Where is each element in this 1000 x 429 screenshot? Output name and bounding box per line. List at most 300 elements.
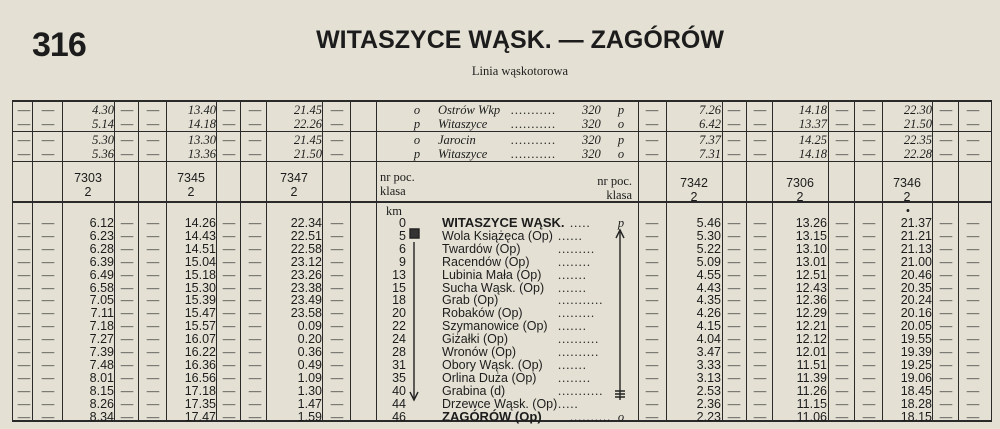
arrival-time: 12.29 bbox=[795, 306, 827, 320]
arrival-time: — bbox=[939, 268, 953, 282]
dot-leader: ........... bbox=[511, 133, 557, 147]
arrival-time: 4.04 bbox=[696, 332, 721, 346]
departure-time: — bbox=[41, 358, 55, 372]
departure-time: 7.11 bbox=[90, 306, 114, 320]
connection-time: 13.30 bbox=[187, 133, 216, 147]
connection-time: 13.37 bbox=[798, 117, 827, 131]
departure-time: — bbox=[17, 332, 31, 346]
departure-time: 1.30 bbox=[297, 384, 322, 398]
departure-time: 0.49 bbox=[297, 358, 322, 372]
departure-time: — bbox=[248, 397, 262, 411]
departure-time: — bbox=[330, 268, 344, 282]
departure-time: — bbox=[41, 332, 55, 346]
arrival-time: — bbox=[835, 397, 849, 411]
arrival-time: — bbox=[939, 319, 953, 333]
arrival-time: — bbox=[645, 371, 659, 385]
departure-time: — bbox=[248, 268, 262, 282]
arrival-time: — bbox=[966, 384, 980, 398]
arrival-time: — bbox=[645, 319, 659, 333]
arrival-time: — bbox=[835, 332, 849, 346]
departure-time: 16.56 bbox=[184, 371, 216, 385]
connection-time: 7.31 bbox=[699, 147, 721, 161]
station-name: Giżałki (Op) bbox=[442, 332, 508, 346]
connection-time: 14.25 bbox=[798, 133, 827, 147]
connection-time: — bbox=[753, 117, 767, 131]
arrival-time: — bbox=[727, 229, 741, 243]
departure-time: — bbox=[248, 306, 262, 320]
arrival-time: — bbox=[862, 345, 876, 359]
arrival-time: — bbox=[939, 306, 953, 320]
connection-time: — bbox=[17, 147, 31, 161]
connection-time: 5.36 bbox=[92, 147, 114, 161]
departure-time: — bbox=[248, 319, 262, 333]
arrival-time: — bbox=[727, 384, 741, 398]
dot-leader: ........ bbox=[558, 255, 591, 269]
arrival-departure-mark: o bbox=[413, 103, 421, 117]
departure-time: — bbox=[41, 306, 55, 320]
departure-time: — bbox=[330, 306, 344, 320]
arrival-time: — bbox=[645, 216, 659, 230]
connection-time: — bbox=[146, 147, 160, 161]
arrival-time: 2.36 bbox=[696, 397, 721, 411]
arrival-time: — bbox=[939, 371, 953, 385]
connection-time: — bbox=[41, 103, 55, 117]
arrival-time: 19.55 bbox=[900, 332, 932, 346]
dot-leader: .......... bbox=[558, 332, 600, 346]
departure-time: — bbox=[146, 242, 160, 256]
departure-time: — bbox=[146, 384, 160, 398]
connection-time: — bbox=[753, 147, 767, 161]
dot-leader: ....... bbox=[558, 281, 587, 295]
departure-time: 1.09 bbox=[297, 371, 322, 385]
connection-station: Jarocin bbox=[438, 133, 476, 147]
dot-leader: ....... bbox=[558, 319, 587, 333]
departure-time: 1.59 bbox=[297, 410, 322, 424]
departure-time: — bbox=[120, 216, 134, 230]
departure-time: — bbox=[222, 397, 236, 411]
station-name: Orlina Duża (Op) bbox=[442, 371, 537, 385]
arrival-time: — bbox=[753, 216, 767, 230]
arrival-time: — bbox=[753, 384, 767, 398]
arrival-time: — bbox=[645, 397, 659, 411]
departure-time: — bbox=[41, 410, 55, 424]
arrival-time: — bbox=[645, 410, 659, 424]
departure-time: — bbox=[146, 255, 160, 269]
departure-time: — bbox=[330, 319, 344, 333]
departure-time: 22.58 bbox=[290, 242, 322, 256]
arrival-time: — bbox=[966, 371, 980, 385]
arrival-time: — bbox=[727, 293, 741, 307]
departure-time: — bbox=[146, 229, 160, 243]
departure-time: — bbox=[146, 410, 160, 424]
line-type: Linia wąskotorowa bbox=[471, 64, 569, 78]
service-marker: • bbox=[905, 204, 911, 218]
departure-time: — bbox=[17, 242, 31, 256]
arrival-time: — bbox=[966, 293, 980, 307]
connection-time: — bbox=[41, 133, 55, 147]
train-number-label: nr poc. bbox=[597, 174, 632, 188]
arrival-time: — bbox=[727, 281, 741, 295]
arrival-time: — bbox=[966, 268, 980, 282]
dot-leader: ...... bbox=[558, 229, 583, 243]
km-value: 5 bbox=[399, 229, 406, 243]
arrival-time: 13.01 bbox=[795, 255, 827, 269]
arrival-departure-mark: o bbox=[617, 410, 625, 424]
departure-time: 15.18 bbox=[184, 268, 216, 282]
connection-time: — bbox=[330, 147, 344, 161]
dot-leader: ........... bbox=[558, 293, 604, 307]
arrival-time: 21.00 bbox=[900, 255, 932, 269]
departure-time: — bbox=[41, 216, 55, 230]
arrival-time: — bbox=[862, 229, 876, 243]
station-name: Racendów (Op) bbox=[442, 255, 530, 269]
arrival-time: — bbox=[835, 281, 849, 295]
arrival-time: — bbox=[835, 345, 849, 359]
arrival-time: 4.43 bbox=[696, 281, 721, 295]
departure-time: — bbox=[146, 358, 160, 372]
arrival-time: — bbox=[966, 255, 980, 269]
departure-time: 15.57 bbox=[184, 319, 216, 333]
arrival-time: — bbox=[939, 345, 953, 359]
dot-leader: ........... bbox=[511, 147, 557, 161]
arrival-time: — bbox=[966, 229, 980, 243]
arrival-time: — bbox=[645, 293, 659, 307]
train-number: 7303 bbox=[74, 171, 102, 185]
arrival-time: 13.26 bbox=[795, 216, 827, 230]
connection-time: — bbox=[645, 117, 659, 131]
connection-time: — bbox=[146, 133, 160, 147]
train-number-label: nr poc. bbox=[380, 170, 415, 184]
connection-time: — bbox=[120, 133, 134, 147]
departure-time: 23.38 bbox=[290, 281, 322, 295]
arrival-time: — bbox=[727, 371, 741, 385]
arrival-time: — bbox=[862, 397, 876, 411]
arrival-time: — bbox=[939, 397, 953, 411]
train-class: 2 bbox=[84, 185, 92, 199]
arrival-time: — bbox=[966, 397, 980, 411]
departure-time: — bbox=[41, 371, 55, 385]
departure-time: — bbox=[248, 281, 262, 295]
connection-time: 7.37 bbox=[699, 133, 721, 147]
dot-leader: ....... bbox=[558, 358, 587, 372]
arrival-time: — bbox=[645, 242, 659, 256]
arrival-time: 3.13 bbox=[696, 371, 721, 385]
arrival-time: — bbox=[727, 358, 741, 372]
departure-time: 16.07 bbox=[184, 332, 216, 346]
departure-time: — bbox=[330, 281, 344, 295]
km-value: 18 bbox=[392, 293, 406, 307]
arrival-time: — bbox=[753, 345, 767, 359]
dot-leader: ..... bbox=[570, 216, 591, 230]
departure-time: — bbox=[222, 358, 236, 372]
arrival-time: — bbox=[862, 255, 876, 269]
departure-time: — bbox=[222, 255, 236, 269]
arrival-time: — bbox=[862, 358, 876, 372]
arrival-time: — bbox=[645, 255, 659, 269]
departure-time: — bbox=[146, 306, 160, 320]
connection-table-ref: 320 bbox=[582, 133, 601, 147]
connection-time: — bbox=[835, 117, 849, 131]
departure-time: — bbox=[146, 216, 160, 230]
arrival-time: 12.21 bbox=[795, 319, 827, 333]
train-number: 7306 bbox=[786, 176, 814, 190]
departure-time: — bbox=[248, 410, 262, 424]
departure-time: 16.22 bbox=[184, 345, 216, 359]
departure-time: — bbox=[248, 358, 262, 372]
arrival-time: — bbox=[753, 293, 767, 307]
arrival-time: — bbox=[835, 293, 849, 307]
connection-table-ref: 320 bbox=[582, 147, 601, 161]
arrival-time: 18.15 bbox=[900, 410, 932, 424]
departure-time: — bbox=[330, 397, 344, 411]
departure-time: — bbox=[146, 397, 160, 411]
train-class-label: klasa bbox=[606, 188, 632, 202]
train-class: 2 bbox=[690, 190, 698, 204]
arrival-time: — bbox=[966, 242, 980, 256]
connection-table-ref: 320 bbox=[582, 103, 601, 117]
departure-time: — bbox=[146, 345, 160, 359]
connection-time: — bbox=[41, 117, 55, 131]
arrival-departure-mark: p bbox=[413, 117, 421, 131]
departure-time: — bbox=[120, 281, 134, 295]
arrival-time: — bbox=[966, 345, 980, 359]
arrival-time: — bbox=[753, 410, 767, 424]
connection-time: — bbox=[966, 147, 980, 161]
connection-time: — bbox=[835, 147, 849, 161]
arrival-time: 19.25 bbox=[900, 358, 932, 372]
departure-time: — bbox=[330, 242, 344, 256]
arrival-time: 20.24 bbox=[900, 293, 932, 307]
departure-time: — bbox=[120, 410, 134, 424]
arrival-time: — bbox=[645, 345, 659, 359]
arrival-time: 11.51 bbox=[796, 358, 827, 372]
arrival-time: — bbox=[753, 358, 767, 372]
departure-time: — bbox=[17, 281, 31, 295]
arrival-time: — bbox=[835, 229, 849, 243]
departure-time: — bbox=[17, 293, 31, 307]
departure-time: — bbox=[330, 410, 344, 424]
arrival-time: 3.47 bbox=[696, 345, 721, 359]
arrival-time: — bbox=[939, 384, 953, 398]
departure-time: — bbox=[17, 384, 31, 398]
departure-time: — bbox=[330, 371, 344, 385]
departure-time: — bbox=[330, 293, 344, 307]
connection-time: — bbox=[120, 147, 134, 161]
arrival-time: — bbox=[835, 216, 849, 230]
departure-time: — bbox=[222, 281, 236, 295]
arrival-time: — bbox=[939, 332, 953, 346]
arrival-time: — bbox=[753, 268, 767, 282]
departure-time: — bbox=[41, 345, 55, 359]
connection-time: — bbox=[939, 103, 953, 117]
direction-arrows bbox=[6, 0, 994, 429]
arrival-time: — bbox=[753, 319, 767, 333]
departure-time: — bbox=[120, 345, 134, 359]
arrival-time: — bbox=[862, 293, 876, 307]
departure-time: 23.26 bbox=[290, 268, 322, 282]
arrival-time: — bbox=[727, 255, 741, 269]
departure-time: — bbox=[222, 345, 236, 359]
arrival-time: — bbox=[645, 358, 659, 372]
arrival-time: 12.43 bbox=[795, 281, 827, 295]
connection-time: 22.28 bbox=[903, 147, 932, 161]
arrival-time: 4.35 bbox=[696, 293, 721, 307]
connection-time: 21.45 bbox=[293, 103, 322, 117]
connection-time: 5.14 bbox=[92, 117, 114, 131]
connection-time: 21.50 bbox=[293, 147, 322, 161]
connection-time: — bbox=[753, 133, 767, 147]
departure-time: — bbox=[120, 358, 134, 372]
connection-time: — bbox=[120, 103, 134, 117]
departure-time: 7.39 bbox=[89, 345, 114, 359]
connection-time: — bbox=[966, 133, 980, 147]
arrival-time: 4.15 bbox=[696, 319, 721, 333]
departure-time: 17.35 bbox=[184, 397, 216, 411]
arrival-departure-mark: p bbox=[617, 133, 625, 147]
connection-time: — bbox=[939, 147, 953, 161]
departure-time: — bbox=[120, 306, 134, 320]
connection-time: 22.26 bbox=[293, 117, 322, 131]
departure-time: 23.12 bbox=[290, 255, 322, 269]
arrival-time: — bbox=[862, 216, 876, 230]
arrival-time: — bbox=[727, 397, 741, 411]
station-name: Wola Książęca (Op) bbox=[442, 229, 553, 243]
connection-time: — bbox=[753, 103, 767, 117]
dot-leader: ......... bbox=[558, 306, 596, 320]
train-class: 2 bbox=[903, 190, 911, 204]
arrival-time: — bbox=[835, 358, 849, 372]
arrival-time: — bbox=[645, 268, 659, 282]
connection-station: Witaszyce bbox=[438, 117, 488, 131]
departure-time: — bbox=[248, 255, 262, 269]
connection-time: — bbox=[862, 133, 876, 147]
arrival-time: 13.15 bbox=[795, 229, 827, 243]
train-number: 7342 bbox=[680, 176, 708, 190]
arrival-time: — bbox=[939, 293, 953, 307]
departure-time: 15.39 bbox=[184, 293, 216, 307]
connection-time: — bbox=[645, 103, 659, 117]
connection-time: 5.30 bbox=[92, 133, 114, 147]
arrival-time: 20.05 bbox=[900, 319, 932, 333]
departure-time: — bbox=[120, 397, 134, 411]
departure-time: — bbox=[248, 242, 262, 256]
departure-time: — bbox=[330, 255, 344, 269]
connection-time: — bbox=[248, 117, 262, 131]
connection-time: — bbox=[645, 133, 659, 147]
arrival-time: 5.22 bbox=[696, 242, 721, 256]
connection-time: — bbox=[835, 103, 849, 117]
station-name: Grabina (d) bbox=[442, 384, 506, 398]
departure-time: — bbox=[120, 242, 134, 256]
station-name: Sucha Wąsk. (Op) bbox=[442, 281, 545, 295]
arrival-time: 21.13 bbox=[900, 242, 932, 256]
arrival-time: — bbox=[727, 216, 741, 230]
train-class-label: klasa bbox=[380, 184, 406, 198]
km-value: 0 bbox=[399, 216, 406, 230]
departure-time: — bbox=[222, 384, 236, 398]
dot-leader: ....... bbox=[558, 268, 587, 282]
station-name: Wronów (Op) bbox=[442, 345, 517, 359]
departure-time: 14.43 bbox=[184, 229, 216, 243]
dot-leader: .......... bbox=[570, 410, 612, 424]
connection-time: 22.35 bbox=[903, 133, 932, 147]
departure-time: — bbox=[248, 216, 262, 230]
connection-time: 6.42 bbox=[699, 117, 721, 131]
arrival-time: — bbox=[966, 410, 980, 424]
arrival-time: — bbox=[753, 255, 767, 269]
departure-time: — bbox=[120, 384, 134, 398]
arrival-time: 12.12 bbox=[795, 332, 827, 346]
departure-time: — bbox=[41, 281, 55, 295]
departure-time: — bbox=[248, 229, 262, 243]
connection-time: — bbox=[727, 103, 741, 117]
connection-time: 14.18 bbox=[798, 147, 827, 161]
departure-time: — bbox=[222, 306, 236, 320]
arrival-time: — bbox=[835, 371, 849, 385]
departure-time: — bbox=[222, 371, 236, 385]
departure-time: — bbox=[330, 358, 344, 372]
departure-time: — bbox=[17, 371, 31, 385]
connection-time: — bbox=[248, 147, 262, 161]
departure-time: — bbox=[120, 255, 134, 269]
arrival-time: 4.26 bbox=[696, 306, 721, 320]
arrival-time: — bbox=[862, 268, 876, 282]
connection-time: — bbox=[330, 117, 344, 131]
departure-time: — bbox=[120, 319, 134, 333]
departure-time: — bbox=[17, 229, 31, 243]
arrival-time: — bbox=[862, 332, 876, 346]
km-value: 35 bbox=[392, 371, 406, 385]
departure-time: — bbox=[222, 229, 236, 243]
departure-time: 8.34 bbox=[89, 410, 114, 424]
arrival-time: — bbox=[727, 319, 741, 333]
km-value: 6 bbox=[399, 242, 406, 256]
arrival-time: — bbox=[862, 371, 876, 385]
connection-time: — bbox=[120, 117, 134, 131]
arrival-time: — bbox=[753, 306, 767, 320]
arrival-departure-mark: o bbox=[617, 147, 625, 161]
departure-time: — bbox=[146, 281, 160, 295]
arrival-time: — bbox=[966, 306, 980, 320]
departure-time: — bbox=[222, 410, 236, 424]
connection-station: Ostrów Wkp bbox=[438, 103, 501, 117]
departure-time: — bbox=[330, 384, 344, 398]
departure-time: — bbox=[120, 293, 134, 307]
train-number: 7345 bbox=[177, 171, 205, 185]
dot-leader: ........... bbox=[558, 384, 604, 398]
departure-time: 8.01 bbox=[89, 371, 114, 385]
station-name: Twardów (Op) bbox=[442, 242, 521, 256]
connection-time: — bbox=[966, 117, 980, 131]
connection-time: 21.50 bbox=[903, 117, 932, 131]
arrival-time: — bbox=[835, 268, 849, 282]
departure-time: 7.18 bbox=[89, 319, 114, 333]
departure-time: — bbox=[41, 255, 55, 269]
arrival-time: — bbox=[835, 319, 849, 333]
departure-time: — bbox=[222, 332, 236, 346]
arrival-time: 11.39 bbox=[796, 371, 827, 385]
connection-time: — bbox=[862, 147, 876, 161]
km-value: 24 bbox=[392, 332, 406, 346]
connection-time: — bbox=[146, 117, 160, 131]
arrival-time: 20.35 bbox=[900, 281, 932, 295]
departure-time: 7.48 bbox=[89, 358, 114, 372]
departure-time: — bbox=[17, 255, 31, 269]
km-value: 40 bbox=[392, 384, 406, 398]
departure-time: 15.47 bbox=[184, 306, 216, 320]
arrival-time: — bbox=[645, 281, 659, 295]
departure-time: — bbox=[248, 384, 262, 398]
